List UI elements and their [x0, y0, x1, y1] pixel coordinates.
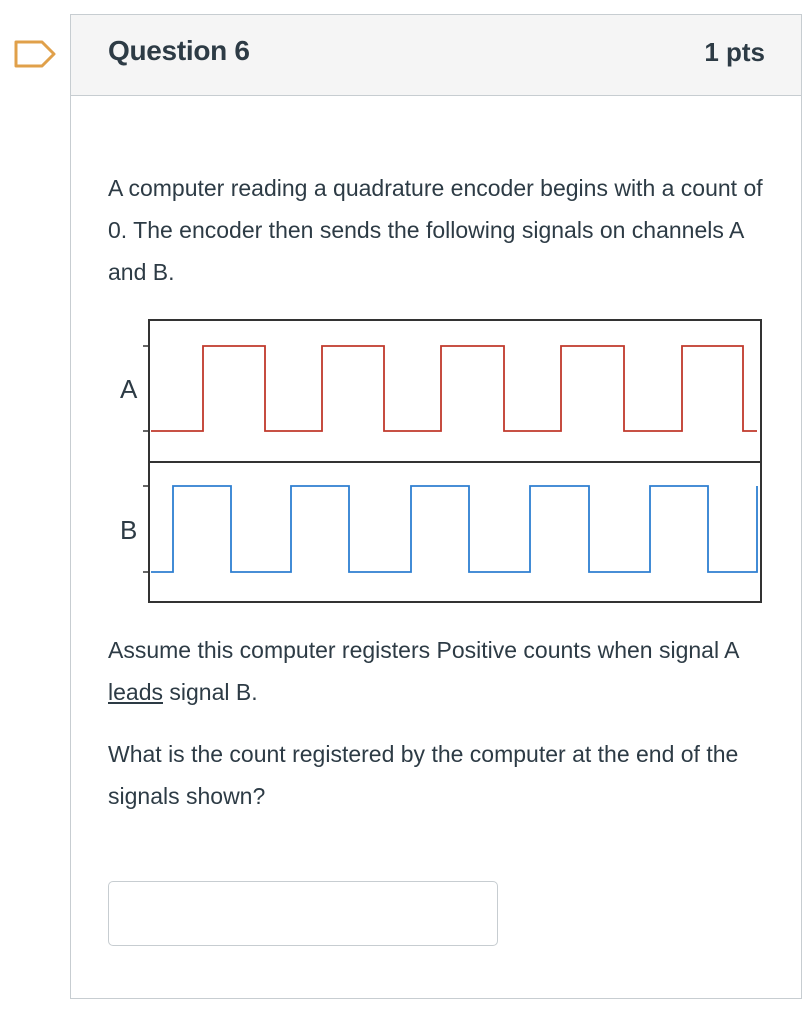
bookmark-flag-icon[interactable]: [12, 38, 58, 70]
question-title: Question 6: [108, 35, 250, 66]
question-header: [71, 15, 801, 96]
assumption-text-start: Assume this computer registers Positive counts when signal A: [108, 637, 739, 663]
question-paragraph-prompt: What is the count registered by the computer at the end of the signals shown?: [108, 741, 739, 809]
leads-underlined-word: leads: [108, 679, 163, 705]
question-points: 1 pts: [704, 37, 765, 67]
question-paragraph-assumption: [108, 629, 768, 713]
channel-b-signal: [151, 486, 757, 572]
question-paragraph-intro: A computer reading a quadrature encoder begins with a count of 0. The encoder then sends the following signals on channels A and B.: [108, 175, 763, 285]
channel-a-label: A: [120, 374, 138, 404]
assumption-text-end: signal B.: [162, 679, 258, 705]
answer-input[interactable]: [108, 881, 498, 946]
channel-b-label: B: [120, 515, 138, 545]
channel-a-signal: [151, 346, 757, 431]
encoder-waveform-diagram: [120, 318, 763, 608]
question-card: [70, 14, 802, 999]
